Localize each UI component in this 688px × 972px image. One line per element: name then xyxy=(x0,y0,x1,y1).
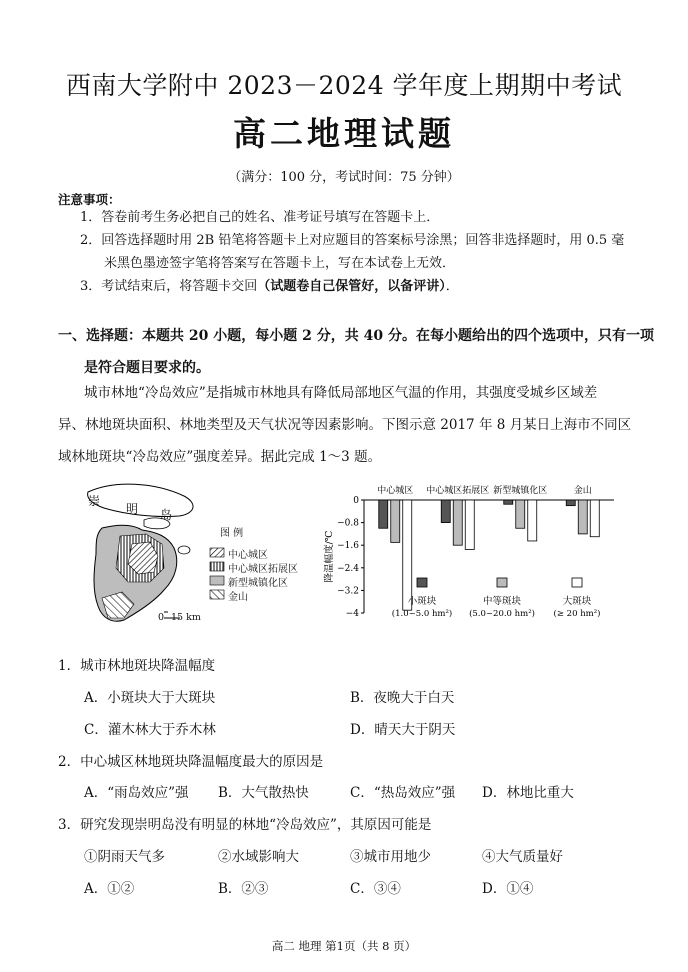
question-2-stem: 2．中心城区林地斑块降温幅度最大的原因是 xyxy=(58,754,324,770)
y-tick-label: −1.6 xyxy=(337,541,359,552)
category-label: 新型城镇化区 xyxy=(493,486,548,496)
legend-label-jinshan: 金山 xyxy=(228,592,248,603)
bar xyxy=(504,500,513,504)
bar xyxy=(379,500,388,528)
section-heading-line2: 是符合题目要求的。 xyxy=(84,360,210,376)
notes-heading: 注意事项： xyxy=(58,192,121,207)
bar xyxy=(578,500,587,534)
bar xyxy=(391,500,400,542)
q1-option-d: D．晴天大于阴天 xyxy=(350,722,456,738)
category-label: 金山 xyxy=(573,486,592,496)
scale-zero: 0 xyxy=(158,612,165,623)
q3-option-c: C．③④ xyxy=(350,881,401,897)
legend-swatch-new-town xyxy=(210,576,224,585)
q3-option-d: D．①④ xyxy=(482,881,534,897)
q1-option-c: C．灌木林大于乔木林 xyxy=(84,722,216,738)
legend-swatch-central xyxy=(210,548,224,557)
note-item-2-line2: 米黑色墨迹签字笔将答案写在答题卡上，写在本试卷上无效． xyxy=(104,256,456,271)
map-svg xyxy=(84,478,324,628)
bar xyxy=(441,500,450,523)
passage-line2: 异、林地斑块面积、林地类型及天气状况等因素影响。下图示意 2017 年 8 月某日上海市不同区 xyxy=(58,417,632,433)
q2-option-d: D．林地比重大 xyxy=(482,785,574,801)
bar xyxy=(516,500,525,528)
series-legend-swatch xyxy=(497,578,507,587)
bar xyxy=(590,500,599,537)
q3-statement-2: ②水域影响大 xyxy=(218,849,299,865)
note-item-3-text: 3．考试结束后，将答题卡交回 xyxy=(80,279,258,294)
scale-label: 15 km xyxy=(171,612,201,623)
section-heading-line1: 一、选择题：本题共 20 小题，每小题 2 分，共 40 分。在每小题给出的四个选项中，只有一项 xyxy=(58,328,654,344)
chongming-island-shape xyxy=(88,484,193,516)
school-title: 西南大学附中 2023－2024 学年度上期期中考试 xyxy=(65,71,623,100)
q3-option-b: B．②③ xyxy=(218,881,269,897)
islet-shape xyxy=(178,546,190,554)
shanghai-map xyxy=(84,478,324,628)
q3-statement-3: ③城市用地少 xyxy=(350,849,431,865)
note-item-3 xyxy=(80,276,459,298)
question-1-stem: 1．城市林地斑块降温幅度 xyxy=(58,658,216,674)
passage-line3: 域林地斑块“冷岛效应”强度差异。据此完成 1～3 题。 xyxy=(58,449,382,465)
exam-info: （满分：100 分，考试时间：75 分钟） xyxy=(228,170,460,185)
bar xyxy=(465,500,474,549)
chart-svg xyxy=(322,480,622,630)
island-char-1: 崇 xyxy=(88,494,101,508)
legend-label-central: 中心城区 xyxy=(228,550,268,561)
passage-line1: 城市林地“冷岛效应”是指城市林地具有降低局部地区气温的作用，其强度受城乡区域差 xyxy=(84,385,598,401)
q2-option-c: C．“热岛效应”强 xyxy=(350,785,456,801)
bar xyxy=(528,500,537,541)
y-tick-label: −2.4 xyxy=(337,563,359,574)
q3-statement-4: ④大气质量好 xyxy=(482,849,563,865)
category-label: 中心城区 xyxy=(377,486,414,496)
y-tick-label: −4 xyxy=(345,609,359,619)
series-legend-swatch xyxy=(417,578,427,587)
series-legend-name: 中等斑块 xyxy=(482,596,522,607)
question-3-stem: 3．研究发现崇明岛没有明显的林地“冷岛效应”，其原因可能是 xyxy=(58,817,432,833)
y-tick-label: −3.2 xyxy=(337,586,359,597)
bar xyxy=(403,500,412,610)
y-tick-label: −0.8 xyxy=(337,518,359,529)
y-tick-label: 0 xyxy=(353,496,359,506)
legend-label-new-town: 新型城镇化区 xyxy=(228,578,288,589)
series-legend-range: (≥ 20 hm²) xyxy=(553,609,601,619)
island-char-3: 岛 xyxy=(160,508,173,522)
legend-swatch-expansion xyxy=(210,562,224,571)
note-item-1: 1．答卷前考生务必把自己的姓名、准考证号填写在答题卡上． xyxy=(80,210,440,225)
legend-swatch-jinshan xyxy=(210,590,224,599)
q3-statement-1: ①阴雨天气多 xyxy=(84,849,165,865)
island-char-2: 明 xyxy=(126,502,139,516)
note-item-3-end: ． xyxy=(445,279,459,294)
legend-label-expansion: 中心城区拓展区 xyxy=(228,564,298,575)
note-item-3-bold: （试题卷自己保管好，以备评讲） xyxy=(257,279,446,294)
series-legend-name: 大斑块 xyxy=(562,596,592,607)
category-label: 中心城区拓展区 xyxy=(426,486,490,496)
series-legend-name: 小斑块 xyxy=(407,596,437,607)
q1-option-b: B．夜晚大于白天 xyxy=(350,690,455,706)
legend-title: 图 例 xyxy=(220,528,244,539)
y-axis-label: 降温幅度/℃ xyxy=(324,530,335,583)
q2-option-b: B．大气散热快 xyxy=(218,785,309,801)
series-legend-swatch xyxy=(572,578,582,587)
bar xyxy=(566,500,575,506)
note-item-2-line1: 2．回答选择题时用 2B 铅笔将答题卡上对应题目的答案标号涂黑；回答非选择题时，用 0.5 毫 xyxy=(80,233,625,248)
page-footer: 高二 地理 第1页（共 8 页） xyxy=(271,939,417,953)
bar xyxy=(453,500,462,545)
series-legend-range: (5.0~20.0 hm²) xyxy=(469,609,535,619)
q1-option-a: A．小斑块大于大斑块 xyxy=(84,690,216,706)
q2-option-a: A．“雨岛效应”强 xyxy=(84,785,189,801)
q3-option-a: A．①② xyxy=(84,881,135,897)
cooling-chart xyxy=(322,480,622,630)
series-legend-range: (1.0~5.0 hm²) xyxy=(391,609,453,619)
subject-title: 高二地理试题 xyxy=(233,114,455,153)
